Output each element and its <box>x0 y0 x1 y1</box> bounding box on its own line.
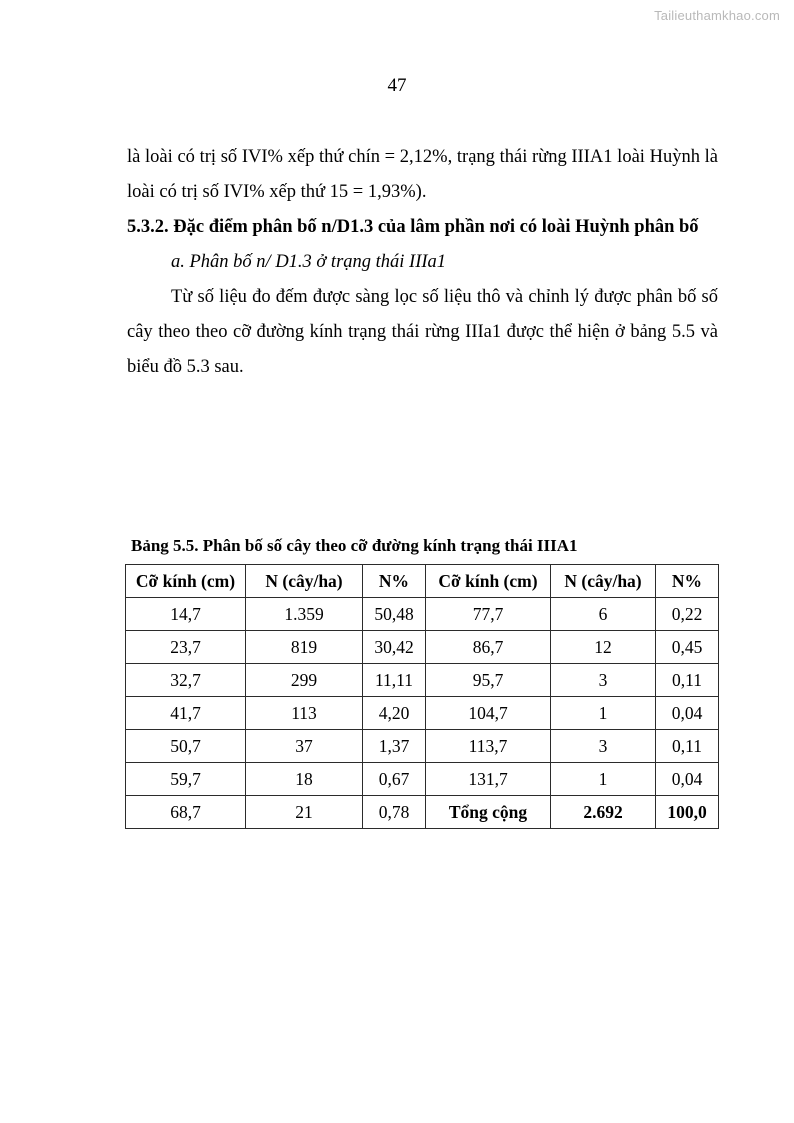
watermark-text: Tailieuthamkhao.com <box>654 8 780 23</box>
table-row <box>126 796 719 829</box>
table-cell: 11,11 <box>363 664 426 697</box>
table-cell: 12 <box>551 631 656 664</box>
paragraph-intro-table: Từ số liệu đo đếm được sàng lọc số liệu thô và chỉnh lý được phân bố số cây theo theo cỡ đường kính trạng thái rừng IIIa1 được thể hiện ở bảng 5.5 và biểu đồ 5.3 sau. <box>127 287 718 377</box>
table-cell: 1 <box>551 697 656 730</box>
column-header-size-right: Cỡ kính (cm) <box>426 565 551 598</box>
table-cell: 299 <box>246 664 363 697</box>
table-row <box>126 697 719 730</box>
table-cell: 0,22 <box>656 598 719 631</box>
table-cell: 113,7 <box>426 730 551 763</box>
table-cell: 30,42 <box>363 631 426 664</box>
table-cell: 77,7 <box>426 598 551 631</box>
table-cell: 6 <box>551 598 656 631</box>
table-cell: 32,7 <box>126 664 246 697</box>
table-cell: 37 <box>246 730 363 763</box>
table-cell: 14,7 <box>126 598 246 631</box>
table-cell: 23,7 <box>126 631 246 664</box>
body-content <box>127 140 718 385</box>
table-cell: 41,7 <box>126 697 246 730</box>
table-cell: 0,11 <box>656 730 719 763</box>
table-cell: 0,78 <box>363 796 426 829</box>
table-cell: 18 <box>246 763 363 796</box>
table-cell: 0,67 <box>363 763 426 796</box>
table-cell: 86,7 <box>426 631 551 664</box>
paragraph-continuation: là loài có trị số IVI% xếp thứ chín = 2,12%, trạng thái rừng IIIA1 loài Huỳnh là loài có trị số IVI% xếp thứ 15 = 1,93%). <box>127 147 718 202</box>
table-cell: 68,7 <box>126 796 246 829</box>
table-header-row <box>126 565 719 598</box>
table-cell: Tổng cộng <box>426 796 551 829</box>
table-caption: Bảng 5.5. Phân bố số cây theo cỡ đường kính trạng thái IIIA1 <box>131 536 578 555</box>
table-row <box>126 730 719 763</box>
table-cell: 0,04 <box>656 697 719 730</box>
table-cell: 0,04 <box>656 763 719 796</box>
table-cell: 1.359 <box>246 598 363 631</box>
table-cell: 50,48 <box>363 598 426 631</box>
page-number: 47 <box>387 75 407 96</box>
table-cell: 2.692 <box>551 796 656 829</box>
table-cell: 0,45 <box>656 631 719 664</box>
table-cell: 819 <box>246 631 363 664</box>
column-header-npct-right: N% <box>656 565 719 598</box>
table-cell: 3 <box>551 664 656 697</box>
table-cell: 100,0 <box>656 796 719 829</box>
table-row <box>126 763 719 796</box>
column-header-size-left: Cỡ kính (cm) <box>126 565 246 598</box>
table-row <box>126 598 719 631</box>
table-cell: 1,37 <box>363 730 426 763</box>
table-cell: 0,11 <box>656 664 719 697</box>
table-cell: 59,7 <box>126 763 246 796</box>
table-cell: 3 <box>551 730 656 763</box>
subsection-heading-a: a. Phân bố n/ D1.3 ở trạng thái IIIa1 <box>171 252 447 272</box>
table-cell: 50,7 <box>126 730 246 763</box>
table-cell: 104,7 <box>426 697 551 730</box>
table-block <box>125 534 718 829</box>
column-header-npct-left: N% <box>363 565 426 598</box>
table-cell: 21 <box>246 796 363 829</box>
table-row <box>126 631 719 664</box>
table-row <box>126 664 719 697</box>
section-heading-5-3-2: 5.3.2. Đặc điểm phân bố n/D1.3 của lâm phần nơi có loài Huỳnh phân bố <box>127 217 699 237</box>
table-cell: 4,20 <box>363 697 426 730</box>
column-header-n-right: N (cây/ha) <box>551 565 656 598</box>
table-cell: 95,7 <box>426 664 551 697</box>
diameter-distribution-table <box>125 564 719 829</box>
column-header-n-left: N (cây/ha) <box>246 565 363 598</box>
table-cell: 1 <box>551 763 656 796</box>
table-cell: 113 <box>246 697 363 730</box>
table-cell: 131,7 <box>426 763 551 796</box>
table-body <box>126 598 719 829</box>
